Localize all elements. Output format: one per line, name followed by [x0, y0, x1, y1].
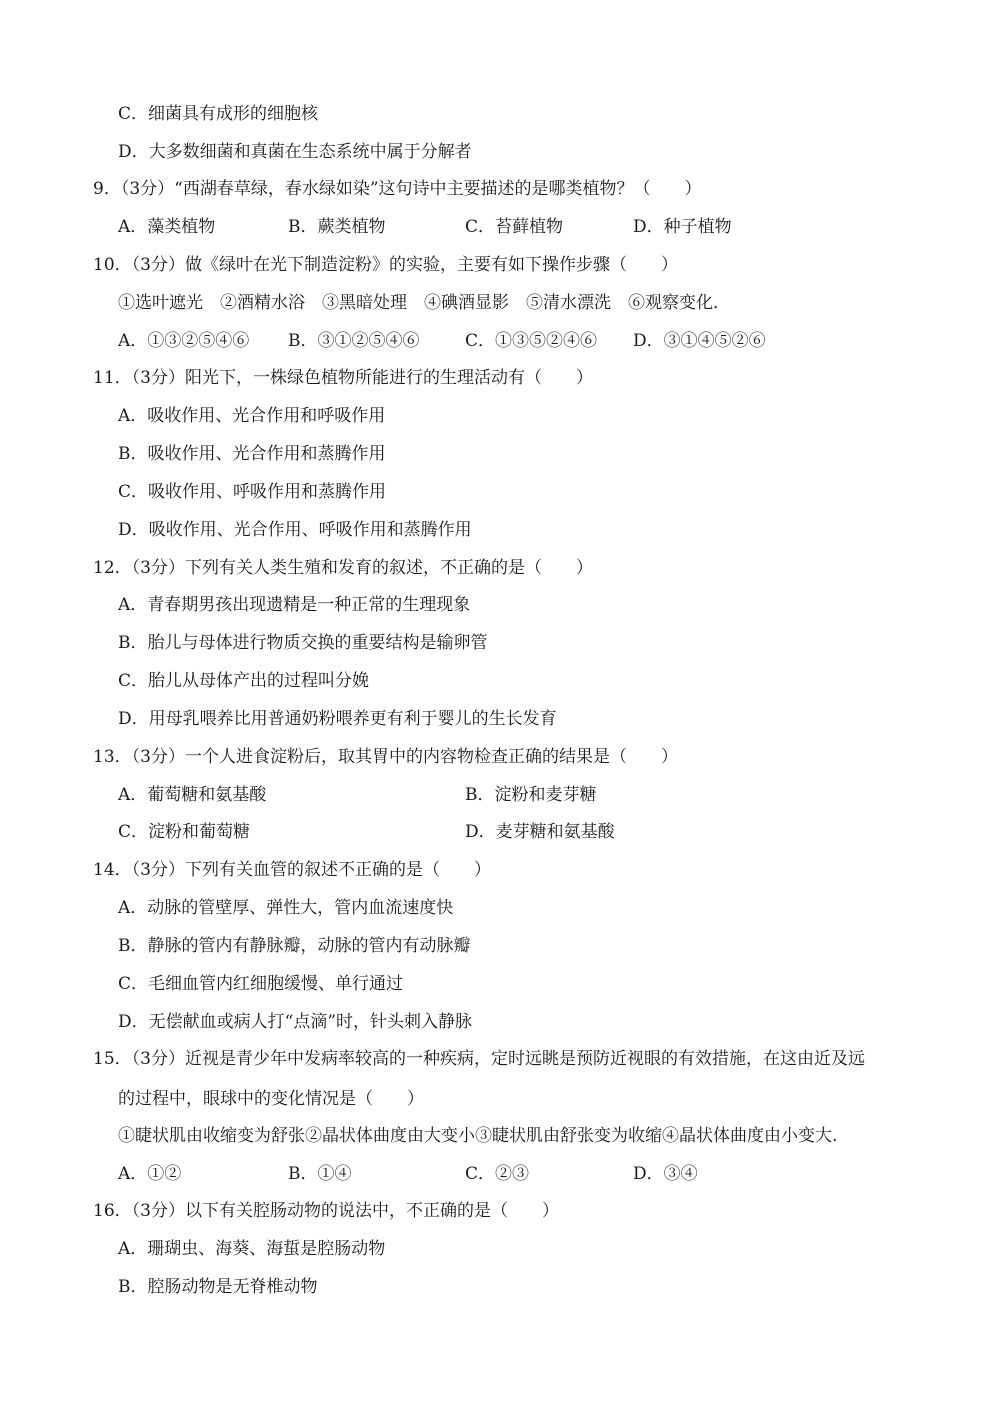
question-15-cont: 的过程中，眼球中的变化情况是（ ） [118, 1089, 424, 1109]
question-14: 14．（3分）下列有关血管的叙述不正确的是（ ） [93, 860, 491, 880]
q16-option-b: B．腔肠动物是无脊椎动物 [118, 1277, 318, 1297]
question-16: 16．（3分）以下有关腔肠动物的说法中，不正确的是（ ） [93, 1201, 559, 1221]
question-12: 12．（3分）下列有关人类生殖和发育的叙述，不正确的是（ ） [93, 558, 593, 578]
question-9: 9．（3分）“西湖春草绿，春水绿如染”这句诗中主要描述的是哪类植物？（ ） [93, 179, 702, 199]
q11-option-a: A．吸收作用、光合作用和呼吸作用 [118, 406, 386, 426]
question-11: 11．（3分）阳光下，一株绿色植物所能进行的生理活动有（ ） [93, 368, 593, 388]
q9-option-a: A．藻类植物 [118, 217, 216, 237]
q15-option-a: A．①② [118, 1164, 182, 1184]
q9-option-d: D．种子植物 [633, 217, 732, 237]
q14-option-a: A．动脉的管壁厚、弹性大，管内血流速度快 [118, 898, 454, 918]
q12-option-b: B．胎儿与母体进行物质交换的重要结构是输卵管 [118, 633, 488, 653]
q14-option-d: D．无偿献血或病人打“点滴”时，针头刺入静脉 [118, 1012, 473, 1032]
q11-option-d: D．吸收作用、光合作用、呼吸作用和蒸腾作用 [118, 520, 472, 540]
question-10: 10．（3分）做《绿叶在光下制造淀粉》的实验，主要有如下操作步骤（ ） [93, 255, 678, 275]
q10-option-a: A．①③②⑤④⑥ [118, 331, 250, 351]
q10-option-b: B．③①②⑤④⑥ [288, 331, 420, 351]
question-13: 13．（3分）一个人进食淀粉后，取其胃中的内容物检查正确的结果是（ ） [93, 747, 678, 767]
q14-option-b: B．静脉的管内有静脉瓣，动脉的管内有动脉瓣 [118, 936, 471, 956]
q10-option-c: C．①③⑤②④⑥ [465, 331, 598, 351]
q13-option-d: D．麦芽糖和氨基酸 [465, 822, 615, 842]
q13-option-c: C．淀粉和葡萄糖 [118, 822, 251, 842]
q11-option-c: C．吸收作用、呼吸作用和蒸腾作用 [118, 482, 387, 502]
q10-option-d: D．③①④⑤②⑥ [633, 331, 766, 351]
q9-option-c: C．苔藓植物 [465, 217, 564, 237]
q13-option-b: B．淀粉和麦芽糖 [465, 785, 597, 805]
q9-option-b: B．蕨类植物 [288, 217, 386, 237]
q14-option-c: C．毛细血管内红细胞缓慢、单行通过 [118, 974, 404, 994]
q8-option-c: C．细菌具有成形的细胞核 [118, 104, 319, 124]
q15-option-d: D．③④ [633, 1164, 698, 1184]
q8-option-d: D．大多数细菌和真菌在生态系统中属于分解者 [118, 142, 472, 162]
question-15: 15．（3分）近视是青少年中发病率较高的一种疾病，定时远眺是预防近视眼的有效措施，在这由近及远 [93, 1049, 865, 1069]
q10-steps: ①选叶遮光 ②酒精水浴 ③黑暗处理 ④碘酒显影 ⑤清水漂洗 ⑥观察变化． [118, 293, 730, 313]
q12-option-d: D．用母乳喂养比用普通奶粉喂养更有利于婴儿的生长发育 [118, 709, 557, 729]
q16-option-a: A．珊瑚虫、海葵、海蜇是腔肠动物 [118, 1239, 386, 1259]
q15-option-b: B．①④ [288, 1164, 352, 1184]
q12-option-c: C．胎儿从母体产出的过程叫分娩 [118, 671, 370, 691]
q13-option-a: A．葡萄糖和氨基酸 [118, 785, 267, 805]
q11-option-b: B．吸收作用、光合作用和蒸腾作用 [118, 444, 386, 464]
q15-statements: ①睫状肌由收缩变为舒张②晶状体曲度由大变小③睫状肌由舒张变为收缩④晶状体曲度由小变大. [118, 1126, 838, 1146]
q15-option-c: C．②③ [465, 1164, 530, 1184]
q12-option-a: A．青春期男孩出现遗精是一种正常的生理现象 [118, 595, 471, 615]
